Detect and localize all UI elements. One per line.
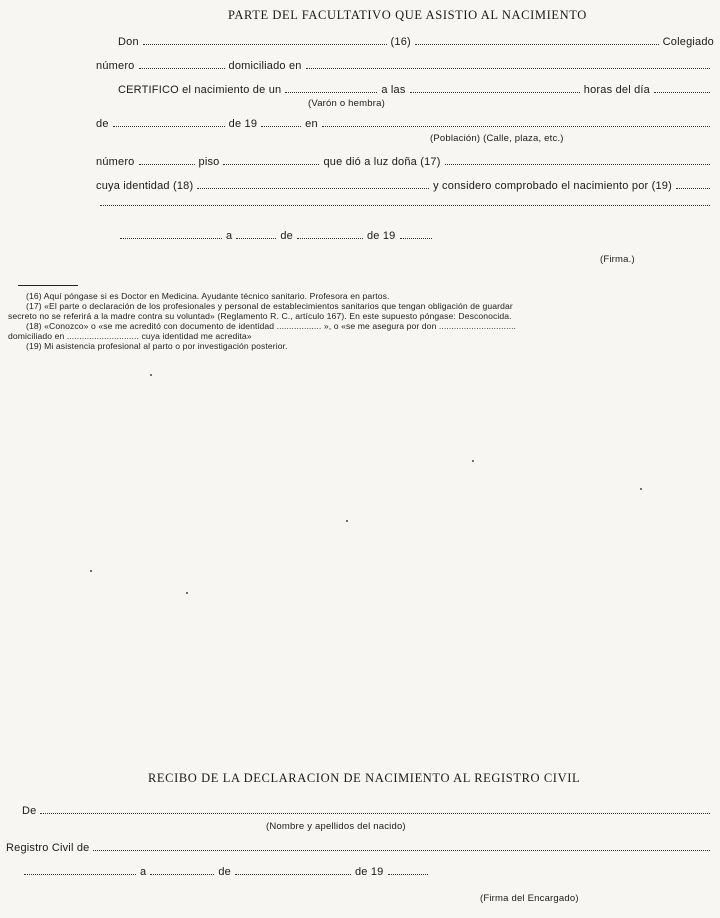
footnote-16: (16) Aquí póngase si es Doctor en Medicina. Ayudante técnico sanitario. Profesora en partos. bbox=[26, 291, 390, 301]
blank-day[interactable] bbox=[654, 91, 710, 93]
form-line-signed-date bbox=[116, 230, 466, 242]
footnote-19: (19) Mi asistencia profesional al parto o por investigación posterior. bbox=[26, 341, 288, 351]
label-don: Don bbox=[118, 36, 139, 48]
form-line-date-place bbox=[96, 118, 714, 130]
scan-speck bbox=[346, 520, 348, 522]
blank-newborn-name[interactable] bbox=[40, 812, 710, 814]
section-title-birth: PARTE DEL FACULTATIVO QUE ASISTIO AL NACIMIENTO bbox=[228, 8, 587, 22]
caption-place: (Población) (Calle, plaza, etc.) bbox=[430, 133, 564, 144]
receipt-line-name bbox=[22, 805, 714, 817]
blank-sex[interactable] bbox=[285, 91, 377, 93]
receipt-line-date bbox=[20, 866, 480, 878]
label-a: a bbox=[226, 230, 233, 242]
form-line-domicile bbox=[96, 60, 714, 72]
footnote-rule bbox=[18, 285, 78, 286]
blank-sign-day[interactable] bbox=[236, 237, 276, 239]
scan-speck bbox=[150, 374, 152, 376]
label-numero-2: número bbox=[96, 156, 135, 168]
label-certifico: CERTIFICO el nacimiento de un bbox=[118, 84, 282, 96]
label-horas-dia: horas del día bbox=[583, 84, 650, 96]
form-line-mother bbox=[96, 156, 714, 168]
blank-proof[interactable] bbox=[676, 187, 710, 189]
label-registro-civil: Registro Civil de bbox=[6, 842, 90, 854]
form-line-identity bbox=[96, 180, 714, 192]
blank-sign-month[interactable] bbox=[297, 237, 363, 239]
caption-sex: (Varón o hembra) bbox=[308, 98, 385, 109]
scan-speck bbox=[90, 570, 92, 572]
blank-place[interactable] bbox=[322, 125, 710, 127]
form-line-doctor bbox=[118, 36, 714, 48]
footnote-17: (17) «El parte o declaración de los profesionales y personal de establecimientos sanitarios que tengan obligación de guardar bbox=[26, 301, 513, 311]
blank-receipt-day[interactable] bbox=[150, 873, 214, 875]
blank-street-number[interactable] bbox=[139, 163, 195, 165]
label-de-receipt-2: de bbox=[218, 866, 231, 878]
label-de: de bbox=[96, 118, 109, 130]
blank-registry[interactable] bbox=[93, 849, 710, 851]
blank-identity[interactable] bbox=[197, 187, 429, 189]
form-line-certify bbox=[118, 84, 714, 96]
receipt-line-registry bbox=[6, 842, 714, 854]
blank-hour[interactable] bbox=[410, 91, 580, 93]
blank-collegiate-number[interactable] bbox=[139, 67, 225, 69]
section-title-receipt: RECIBO DE LA DECLARACION DE NACIMIENTO AL REGISTRO CIVIL bbox=[148, 771, 581, 785]
form-line-continuation bbox=[96, 204, 714, 209]
label-de-19-2: de 19 bbox=[366, 230, 396, 242]
scan-speck bbox=[472, 460, 474, 462]
label-ref-16: (16) bbox=[390, 36, 411, 48]
label-colegiado: Colegiado bbox=[662, 36, 714, 48]
blank-year[interactable] bbox=[261, 125, 301, 127]
footnote-17-cont: secreto no se referirá a la madre contra su voluntad» (Reglamento R. C., artículo 167). En este supuesto póngase: Desconocida. bbox=[8, 311, 512, 321]
scan-speck bbox=[640, 488, 642, 490]
label-numero: número bbox=[96, 60, 135, 72]
label-dio-a-luz: que dió a luz doña (17) bbox=[323, 156, 441, 168]
blank-receipt-month[interactable] bbox=[235, 873, 351, 875]
blank-domicile[interactable] bbox=[306, 67, 710, 69]
blank-sign-year[interactable] bbox=[400, 237, 432, 239]
label-de-2: de bbox=[280, 230, 293, 242]
label-cuya-identidad: cuya identidad (18) bbox=[96, 180, 194, 192]
footnote-18: (18) «Conozco» o «se me acreditó con documento de identidad .................. », o «se me asegura por don ............................... bbox=[26, 321, 517, 331]
blank-receipt-year[interactable] bbox=[388, 873, 428, 875]
blank-floor[interactable] bbox=[223, 163, 319, 165]
caption-newborn-name: (Nombre y apellidos del nacido) bbox=[266, 821, 406, 832]
label-a-las: a las bbox=[381, 84, 406, 96]
blank-doctor-title[interactable] bbox=[415, 43, 659, 45]
label-a-receipt: a bbox=[140, 866, 147, 878]
label-de-receipt: De bbox=[22, 805, 37, 817]
blank-sign-place[interactable] bbox=[120, 237, 222, 239]
label-de-19-receipt: de 19 bbox=[354, 866, 384, 878]
scan-speck bbox=[186, 592, 188, 594]
label-domiciliado: domiciliado en bbox=[228, 60, 302, 72]
blank-month[interactable] bbox=[113, 125, 225, 127]
label-en: en bbox=[305, 118, 318, 130]
caption-signature: (Firma.) bbox=[600, 254, 635, 265]
blank-mother-name[interactable] bbox=[445, 163, 710, 165]
blank-receipt-place[interactable] bbox=[24, 873, 136, 875]
blank-continuation[interactable] bbox=[100, 204, 710, 206]
blank-doctor-name[interactable] bbox=[143, 43, 387, 45]
footnote-18-cont: domiciliado en ............................. cuya identidad me acredita» bbox=[8, 331, 252, 341]
caption-registrar-signature: (Firma del Encargado) bbox=[480, 893, 579, 904]
label-de-19: de 19 bbox=[228, 118, 258, 130]
label-piso: piso bbox=[198, 156, 220, 168]
label-comprobado: y considero comprobado el nacimiento por (19) bbox=[433, 180, 672, 192]
